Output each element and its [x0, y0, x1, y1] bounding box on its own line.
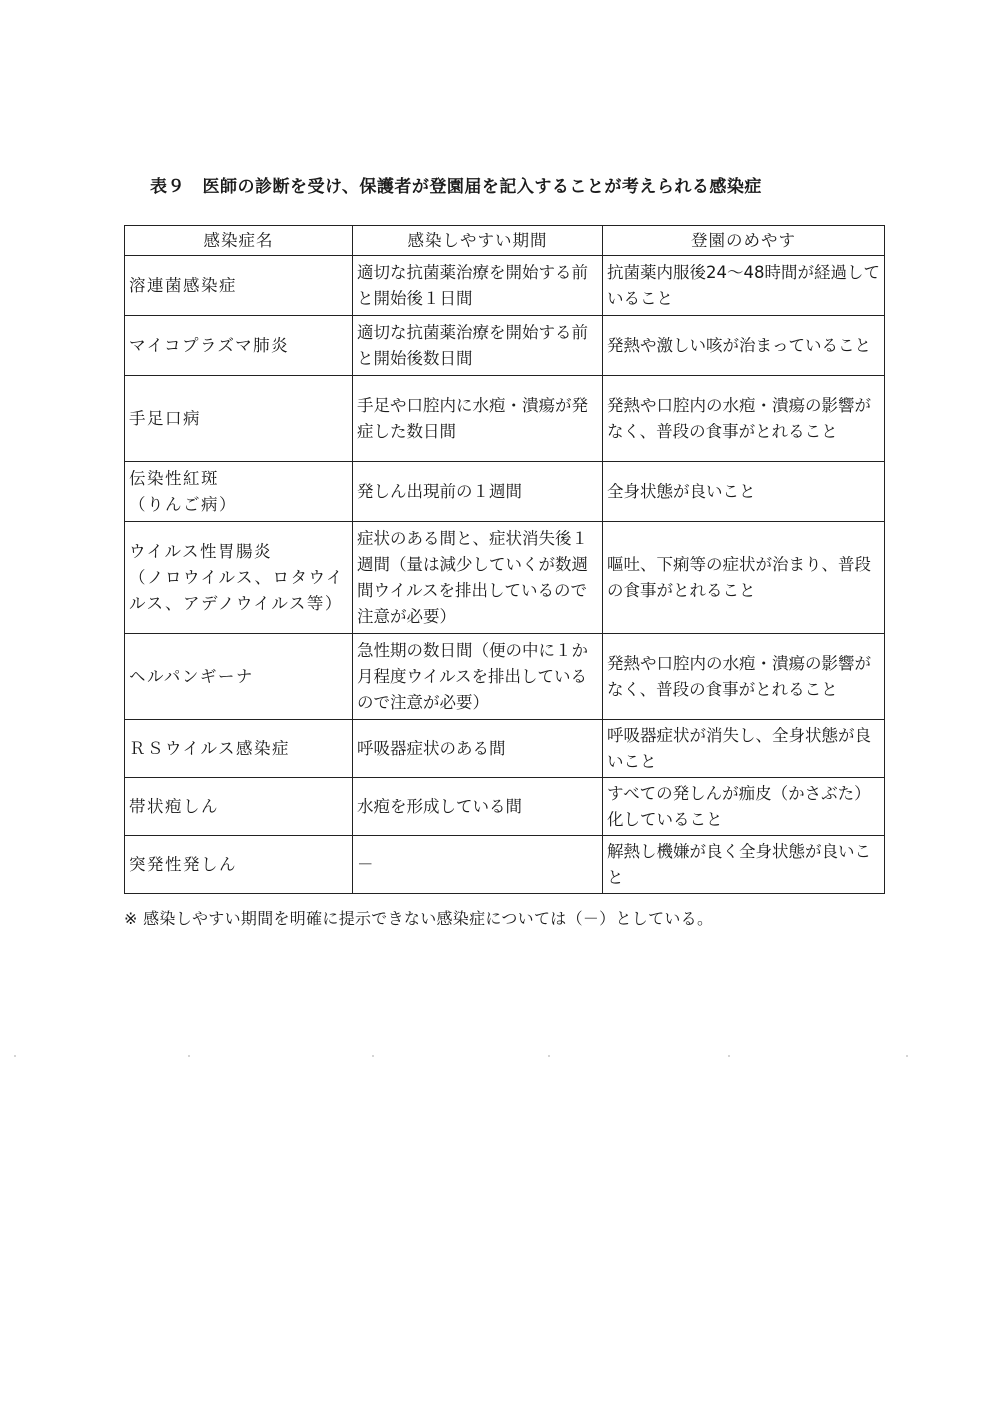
- period-text: 発しん出現前の１週間: [357, 481, 522, 501]
- disease-cell: [125, 634, 353, 720]
- disease-cell: [125, 720, 353, 778]
- scan-speck: [188, 1055, 190, 1057]
- scan-specks: [0, 1055, 1000, 1059]
- disease-name: 手足口病: [129, 408, 201, 428]
- scan-speck: [372, 1055, 374, 1057]
- period-cell: [353, 522, 603, 634]
- table-row: [125, 720, 885, 778]
- guideline-cell: [603, 634, 885, 720]
- table-row: [125, 462, 885, 522]
- header-period: 感染しやすい期間: [353, 226, 603, 256]
- disease-cell: [125, 256, 353, 316]
- table-row: [125, 634, 885, 720]
- period-cell: [353, 316, 603, 376]
- disease-cell: [125, 462, 353, 522]
- table-row: [125, 778, 885, 836]
- disease-name: 溶連菌感染症: [129, 275, 237, 295]
- header-disease: 感染症名: [125, 226, 353, 256]
- guideline-cell: [603, 836, 885, 894]
- guideline-text: 発熱や口腔内の水疱・潰瘍の影響がなく、普段の食事がとれること: [607, 653, 871, 699]
- disease-cell: [125, 316, 353, 376]
- guideline-text: 嘔吐、下痢等の症状が治まり、普段の食事がとれること: [607, 554, 871, 600]
- period-text: 手足や口腔内に水疱・潰瘍が発症した数日間: [357, 395, 588, 441]
- guideline-text: 発熱や口腔内の水疱・潰瘍の影響がなく、普段の食事がとれること: [607, 395, 871, 441]
- disease-name: 伝染性紅斑 （りんご病）: [129, 468, 237, 514]
- scan-speck: [906, 1055, 908, 1057]
- guideline-text: 解熱し機嫌が良く全身状態が良いこと: [607, 841, 871, 887]
- period-cell: [353, 836, 603, 894]
- disease-name: 帯状疱しん: [129, 796, 219, 816]
- disease-name: マイコプラズマ肺炎: [129, 335, 290, 355]
- guideline-text: 抗菌薬内服後24～48時間が経過していること: [607, 262, 880, 308]
- table-row: [125, 836, 885, 894]
- disease-cell: [125, 376, 353, 462]
- footnote: ※ 感染しやすい期間を明確に提示できない感染症については（－）としている。: [124, 909, 714, 928]
- period-cell: [353, 376, 603, 462]
- disease-name: 突発性発しん: [129, 854, 237, 874]
- disease-name: ヘルパンギーナ: [129, 666, 254, 686]
- period-cell: [353, 256, 603, 316]
- guideline-cell: [603, 316, 885, 376]
- period-cell: [353, 634, 603, 720]
- guideline-text: すべての発しんが痂皮（かさぶた）化していること: [607, 783, 871, 829]
- scan-speck: [14, 1055, 16, 1057]
- guideline-cell: [603, 720, 885, 778]
- table-row: [125, 376, 885, 462]
- header-guideline: 登園のめやす: [603, 226, 885, 256]
- guideline-text: 呼吸器症状が消失し、全身状態が良いこと: [607, 725, 871, 771]
- guideline-cell: [603, 256, 885, 316]
- period-text: 呼吸器症状のある間: [357, 738, 506, 758]
- guideline-cell: [603, 522, 885, 634]
- period-text: 適切な抗菌薬治療を開始する前と開始後数日間: [357, 322, 588, 368]
- period-cell: [353, 778, 603, 836]
- disease-cell: [125, 522, 353, 634]
- period-text: 症状のある間と、症状消失後１週間（量は減少していくが数週間ウイルスを排出しているので注意が必要）: [357, 528, 588, 626]
- guideline-text: 発熱や激しい咳が治まっていること: [607, 335, 871, 355]
- period-text: 適切な抗菌薬治療を開始する前と開始後１日間: [357, 262, 588, 308]
- guideline-cell: [603, 778, 885, 836]
- table-title: 表９ 医師の診断を受け、保護者が登園届を記入することが考えられる感染症: [150, 177, 762, 197]
- table-row: [125, 256, 885, 316]
- scan-speck: [548, 1055, 550, 1057]
- disease-name: ＲＳウイルス感染症: [129, 738, 291, 758]
- period-cell: [353, 462, 603, 522]
- infection-table: [124, 225, 885, 894]
- period-text: 水疱を形成している間: [357, 796, 522, 816]
- scan-speck: [728, 1055, 730, 1057]
- disease-cell: [125, 836, 353, 894]
- disease-cell: [125, 778, 353, 836]
- table-row: [125, 316, 885, 376]
- disease-name: ウイルス性胃腸炎 （ノロウイルス、ロタウイルス、アデノウイルス等）: [129, 541, 345, 613]
- period-text: －: [357, 854, 374, 874]
- guideline-cell: [603, 376, 885, 462]
- guideline-text: 全身状態が良いこと: [607, 481, 756, 501]
- period-cell: [353, 720, 603, 778]
- table-header-row: [125, 226, 885, 256]
- period-text: 急性期の数日間（便の中に１か月程度ウイルスを排出しているので注意が必要）: [357, 640, 588, 712]
- table-row: [125, 522, 885, 634]
- guideline-cell: [603, 462, 885, 522]
